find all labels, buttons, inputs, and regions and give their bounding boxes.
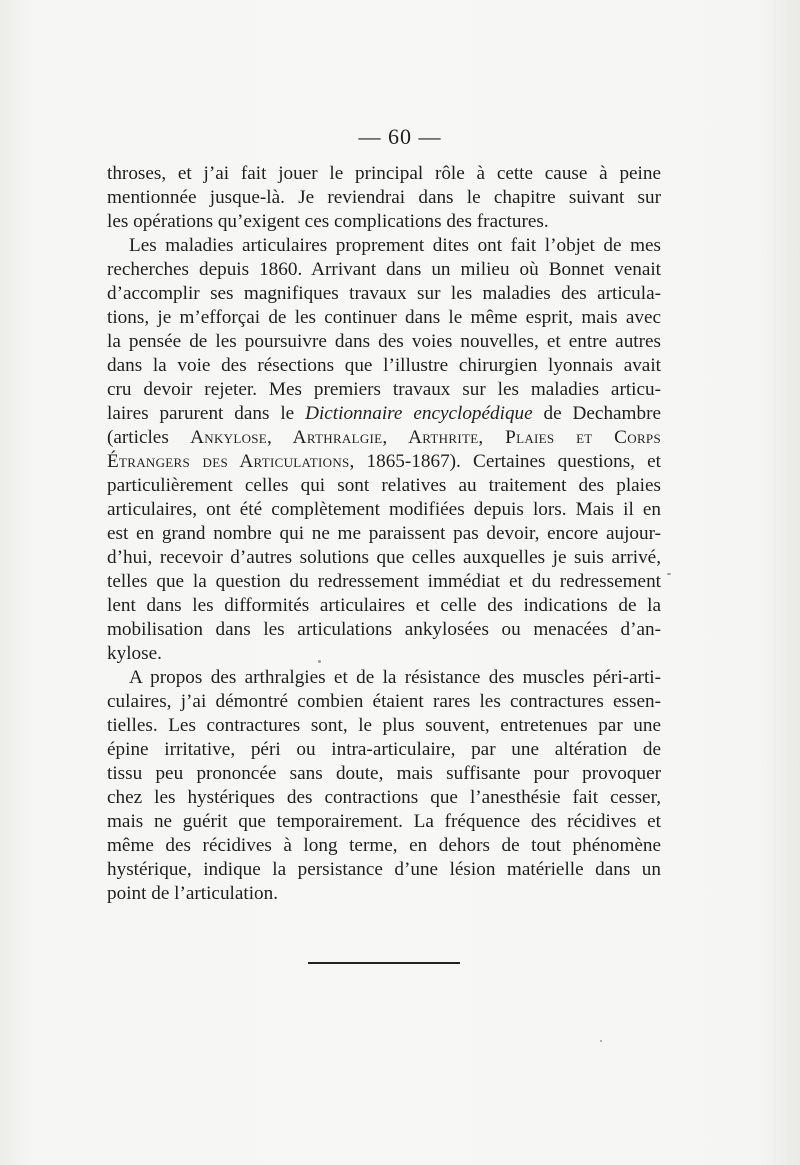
text-span: A propos des arthralgies et de la résistance des muscles péri-arti- — [129, 667, 661, 688]
text-span: point de l’articulation. — [107, 883, 279, 904]
text-line — [107, 210, 661, 234]
text-span: throses, et j’ai fait jouer le principal rôle à cette cause à peine — [107, 163, 661, 184]
text-line — [107, 378, 661, 402]
text-line — [107, 402, 661, 426]
text-span: mentionnée jusque-là. Je reviendrai dans le chapitre suivant sur — [107, 187, 661, 208]
text-span: dans la voie des résections que l’illustre chirurgien lyonnais avait — [107, 355, 661, 376]
text-line — [107, 762, 661, 786]
text-line — [107, 186, 661, 210]
text-span: d’accomplir ses magnifiques travaux sur les maladies des articula- — [107, 283, 661, 304]
text-line — [107, 354, 661, 378]
text-span: culaires, j’ai démontré combien étaient rares les contractures essen- — [107, 691, 661, 712]
text-line — [107, 546, 661, 570]
text-span: est en grand nombre qui ne me paraissent pas devoir, encore aujour- — [107, 523, 661, 544]
page-number: — 60 — — [358, 124, 442, 149]
text-line — [107, 834, 661, 858]
text-span: mobilisation dans les articulations ankylosées ou menacées d’an- — [107, 619, 661, 640]
text-span: même des récidives à long terme, en dehors de tout phénomène — [107, 835, 661, 856]
text-line — [107, 738, 661, 762]
text-line — [107, 882, 661, 906]
text-span: (articles — [107, 427, 191, 448]
text-span: laires parurent dans le — [107, 403, 306, 424]
text-span: hystérique, indique la persistance d’une lésion matérielle dans un — [107, 859, 661, 880]
text-line — [107, 162, 661, 186]
text-line — [107, 306, 661, 330]
body-text — [107, 162, 661, 906]
text-line — [107, 450, 661, 474]
text-line — [107, 786, 661, 810]
text-line — [107, 330, 661, 354]
text-line — [107, 282, 661, 306]
paper-speck — [600, 1040, 602, 1042]
paper-speck — [667, 573, 671, 575]
text-line — [107, 858, 661, 882]
text-span: d’hui, recevoir d’autres solutions que celles auxquelles je suis arrivé, — [107, 547, 661, 568]
text-span: épine irritative, péri ou intra-articulaire, par une altération de — [107, 739, 661, 760]
text-line — [107, 522, 661, 546]
text-line — [107, 426, 661, 450]
text-span: telles que la question du redressement immédiat et du redressement — [107, 571, 661, 592]
small-caps-text: Étrangers des Articulations — [107, 451, 350, 472]
text-line — [107, 594, 661, 618]
paper-speck — [318, 660, 321, 663]
italic-text: Dictionnaire encyclopédique — [305, 403, 533, 424]
text-span: recherches depuis 1860. Arrivant dans un milieu où Bonnet venait — [107, 259, 661, 280]
text-span: les opérations qu’exigent ces complications des fractures. — [107, 211, 549, 232]
text-span: particulièrement celles qui sont relatives au traitement des plaies — [107, 475, 661, 496]
text-span: chez les hystériques des contractions que l’anesthésie fait cesser, — [107, 787, 661, 808]
section-end-rule — [308, 962, 460, 964]
text-line — [107, 498, 661, 522]
text-line — [107, 258, 661, 282]
small-caps-text: Ankylose, Arthralgie, Arthrite, Plaies et Corps — [190, 427, 661, 448]
text-line — [107, 714, 661, 738]
text-line — [107, 690, 661, 714]
text-line — [107, 642, 661, 666]
text-span: , 1865-1867). Certaines questions, et — [349, 451, 661, 472]
text-span: tions, je m’efforçai de les continuer dans le même esprit, mais avec — [107, 307, 661, 328]
text-span: mais ne guérit que temporairement. La fréquence des récidives et — [107, 811, 661, 832]
text-span: articulaires, ont été complètement modifiées depuis lors. Mais il en — [107, 499, 661, 520]
text-span: lent dans les difformités articulaires et celle des indications de la — [107, 595, 661, 616]
text-span: kylose. — [107, 643, 162, 664]
text-line — [107, 810, 661, 834]
text-line — [107, 570, 661, 594]
text-span: la pensée de les poursuivre dans des voies nouvelles, et entre autres — [107, 331, 661, 352]
text-span: Les maladies articulaires proprement dites ont fait l’objet de mes — [129, 235, 661, 256]
text-span: de Dechambre — [532, 403, 661, 424]
text-line — [107, 474, 661, 498]
text-span: cru devoir rejeter. Mes premiers travaux sur les maladies articu- — [107, 379, 661, 400]
text-span: tissu peu prononcée sans doute, mais suffisante pour provoquer — [107, 763, 661, 784]
text-line — [107, 666, 661, 690]
text-line — [107, 618, 661, 642]
text-line — [107, 234, 661, 258]
text-span: tielles. Les contractures sont, le plus souvent, entretenues par une — [107, 715, 661, 736]
